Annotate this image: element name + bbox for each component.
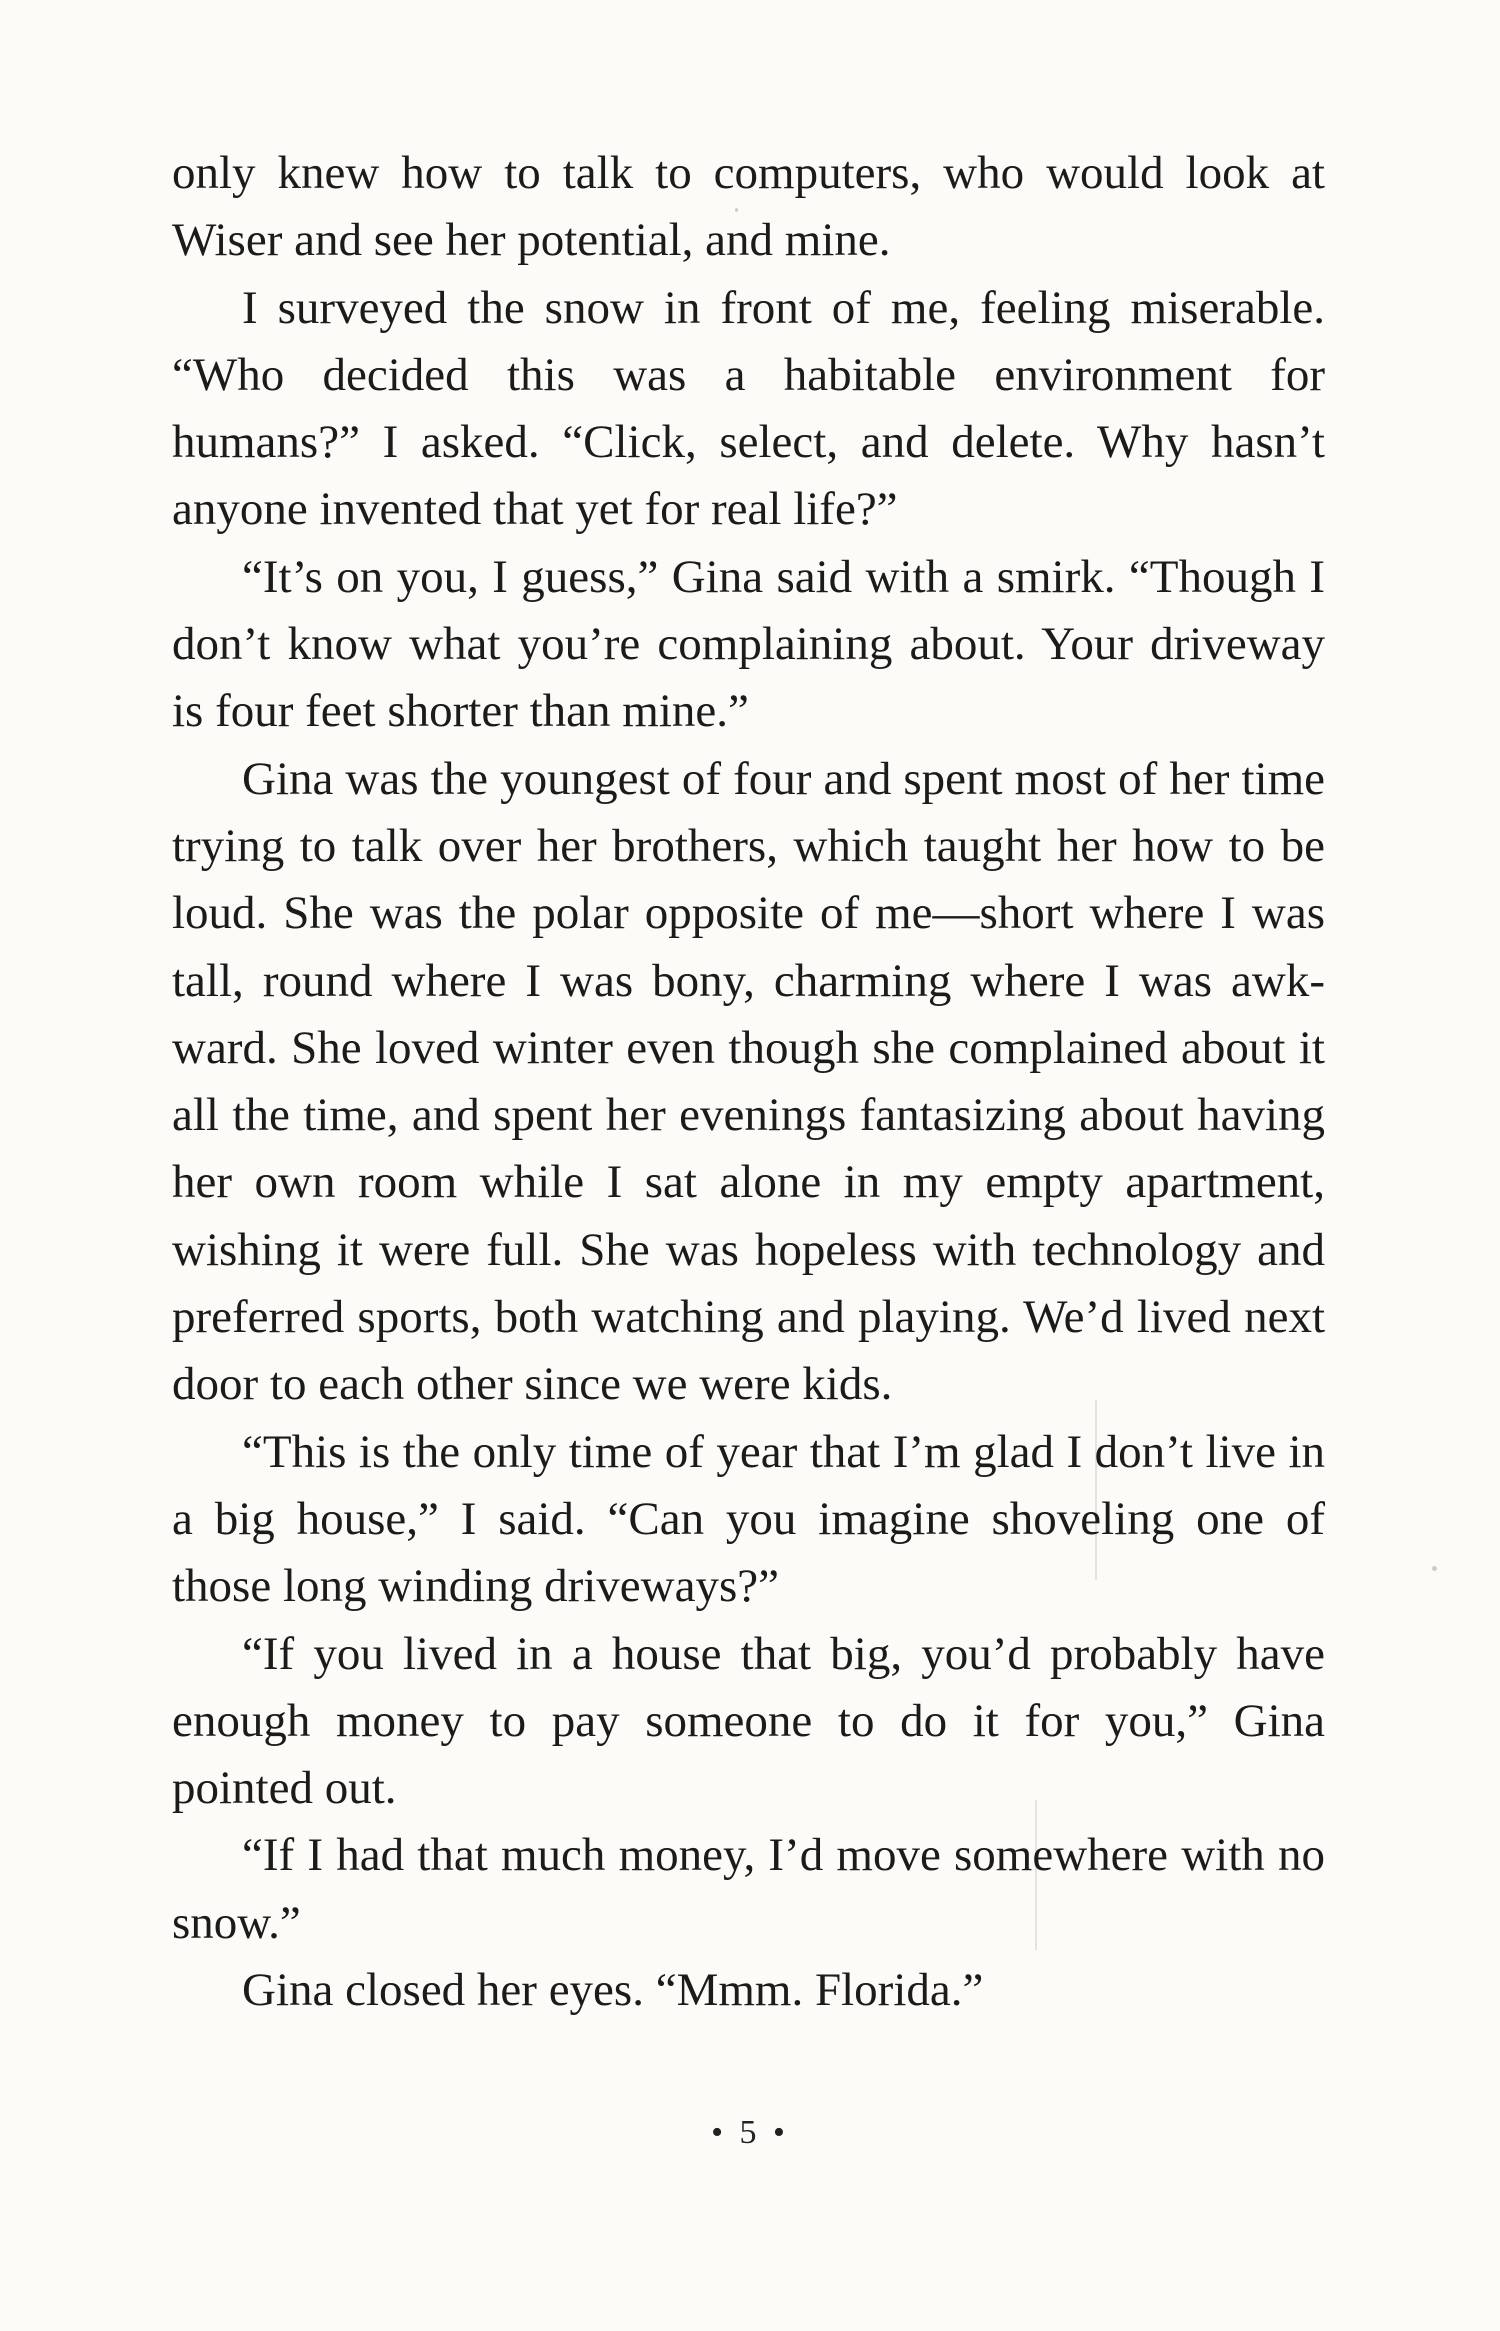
paragraph: I surveyed the snow in front of me, feeling miserable. “Who decided this was a habitable environment for humans?” I asked. “Click, select, and delete. Why hasn’t anyone invented that yet for real life?” — [172, 281, 1325, 536]
paragraph: “This is the only time of year that I’m glad I don’t live in a big house,” I said. “Can you imagine shoveling one of those long winding driveways?” — [172, 1425, 1325, 1613]
paragraph: Gina was the youngest of four and spent most of her time trying to talk over her brothers, which taught her how to be loud. She was the polar opposite of me—short where I was tall, round where I was bony, charming where I was awkward. She loved winter even though she complained about it all the time, and spent her evenings fantasizing about having her own room while I sat alone in my empty apartment, wishing it were full. She was hopeless with technology and preferred sports, both watching and playing. We’d lived next door to each other since we were kids. — [172, 752, 1325, 1411]
paragraph: only knew how to talk to computers, who would look at Wiser and see her potential, and mine. — [172, 147, 1325, 267]
paragraph: “If I had that much money, I’d move somewhere with no snow.” — [172, 1829, 1325, 1949]
page-number: • 5 • — [711, 2114, 789, 2151]
body-text — [172, 140, 1325, 2024]
paragraph: “It’s on you, I guess,” Gina said with a smirk. “Though I don’t know what you’re complaining about. Your driveway is four feet shorter than mine.” — [172, 550, 1325, 738]
paragraph: “If you lived in a house that big, you’d probably have enough money to pay someone to do it for you,” Gina pointed out. — [172, 1627, 1325, 1815]
paper-speck — [1432, 1566, 1437, 1571]
paragraph: Gina closed her eyes. “Mmm. Florida.” — [242, 1964, 984, 2017]
